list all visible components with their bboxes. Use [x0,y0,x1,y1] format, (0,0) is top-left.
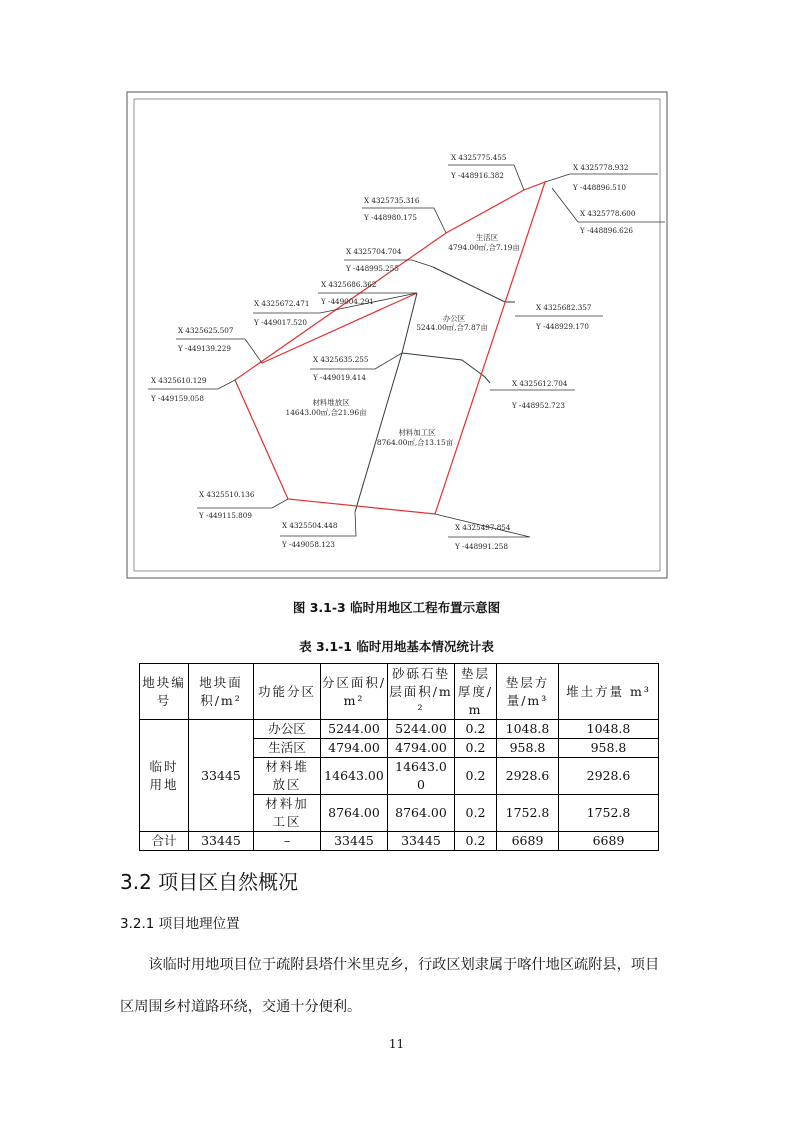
point-5-x: X 4325704.704 [346,247,402,256]
thickness-cell: 0.2 [455,795,497,832]
volume-cell: 1048.8 [497,720,559,739]
zone-living-name: 生活区 [475,233,499,242]
total-gravel-area-cell: 33445 [388,832,455,851]
total-zone-area-cell: 33445 [321,832,388,851]
header-zone-area: 分区面积/m² [321,664,388,720]
header-volume: 垫层方量/m³ [497,664,559,720]
point-8-x: X 4325682.357 [536,303,592,312]
point-14-y: Y -449058.123 [282,540,335,549]
point-4-x: X 4325735.316 [364,196,420,205]
point-7-x: X 4325672.471 [254,299,310,308]
zone-dividers [355,267,515,512]
point-10-x: X 4325635.255 [313,355,369,364]
point-6-y: Y -449004.291 [321,297,374,306]
point-13-y: Y -449115.809 [199,511,252,520]
zone-cell: 生活区 [254,739,321,758]
table-total-row [140,832,659,851]
header-zone: 功能分区 [254,664,321,720]
site-boundaries [235,182,545,514]
volume-cell: 2928.6 [497,758,559,795]
thickness-cell: 0.2 [455,758,497,795]
table-row [140,720,659,739]
point-1-y: Y -448916.382 [451,171,504,180]
volume-cell: 958.8 [497,739,559,758]
point-13-x: X 4325510.136 [199,490,255,499]
total-zone-cell: – [254,832,321,851]
header-plot-area: 地块面积/m² [189,664,254,720]
point-15-x: X 4325497.854 [455,523,511,532]
point-2-x: X 4325778.932 [573,163,629,172]
subsection-heading: 3.2.1 项目地理位置 [120,916,240,932]
point-11-y: Y -448952.723 [512,401,565,410]
table-header-row [140,664,659,720]
point-15-y: Y -448991.258 [455,542,508,551]
zone-storage-area: 14643.00㎡,合21.96亩 [285,408,367,417]
volume-cell: 1752.8 [497,795,559,832]
group-code-cell: 临时用地 [140,720,189,832]
total-area-cell: 33445 [189,832,254,851]
point-3-x: X 4325778.600 [580,209,636,218]
total-soil-cell: 6689 [559,832,659,851]
soil-cell: 2928.6 [559,758,659,795]
zone-living-area: 4794.00㎡,合7.19亩 [448,243,520,252]
total-volume-cell: 6689 [497,832,559,851]
page-number: 11 [388,1037,405,1051]
figure-caption: 图 3.1-3 临时用地区工程布置示意图 [292,600,501,615]
body-paragraph: 该临时用地项目位于疏附县塔什米里克乡，行政区划隶属于喀什地区疏附县，项目区周围乡村道路环绕，交通十分便利。 [120,957,660,1015]
thickness-cell: 0.2 [455,720,497,739]
point-14-x: X 4325504.448 [282,521,338,530]
zone-storage-name: 材料堆放区 [312,398,350,407]
total-label-cell: 合计 [140,832,189,851]
header-gravel-area: 砂砾石垫层面积/m² [388,664,455,720]
zone-area-cell: 8764.00 [321,795,388,832]
group-area-cell: 33445 [189,720,254,832]
point-4-y: Y -448980.175 [364,213,417,222]
soil-cell: 1752.8 [559,795,659,832]
point-9-x: X 4325625.507 [178,326,234,335]
zone-labels [286,233,521,447]
point-12-x: X 4325610.129 [151,376,207,385]
header-thickness: 垫层厚度/m [455,664,497,720]
gravel-area-cell: 5244.00 [388,720,455,739]
section-heading: 3.2 项目区自然概况 [120,870,299,894]
point-1-x: X 4325775.455 [451,153,507,162]
point-3-y: Y -448896.626 [580,226,633,235]
point-7-y: Y -449017.520 [254,318,307,327]
zone-area-cell: 4794.00 [321,739,388,758]
coordinate-labels [150,153,636,551]
point-10-y: Y -449019.414 [313,373,366,382]
gravel-area-cell: 4794.00 [388,739,455,758]
zone-processing-name: 材料加工区 [398,428,436,437]
point-6-x: X 4325686.362 [321,280,377,289]
header-plot-code: 地块编号 [140,664,189,720]
zone-cell: 材料堆放区 [254,758,321,795]
point-8-y: Y -448929.170 [536,322,589,331]
zone-office-name: 办公区 [442,314,466,323]
zone-cell: 办公区 [254,720,321,739]
header-soil: 堆土方量 m³ [559,664,659,720]
zone-processing-area: 8764.00㎡,合13.15亩 [376,438,454,447]
soil-cell: 958.8 [559,739,659,758]
land-use-table [139,663,659,851]
soil-cell: 1048.8 [559,720,659,739]
point-5-y: Y -448995.255 [346,264,399,273]
zone-office-area: 5244.00㎡,合7.87亩 [416,323,488,332]
table-caption: 表 3.1-1 临时用地基本情况统计表 [299,639,494,654]
zone-cell: 材料加工区 [254,795,321,832]
gravel-area-cell: 8764.00 [388,795,455,832]
zone-area-cell: 14643.00 [321,758,388,795]
point-9-y: Y -449139.229 [178,344,231,353]
total-thickness-cell: 0.2 [455,832,497,851]
point-11-x: X 4325612.704 [512,379,568,388]
gravel-area-cell: 14643.00 [388,758,455,795]
point-12-y: Y -449159.058 [151,394,204,403]
point-2-y: Y -448896.510 [573,183,626,192]
zone-area-cell: 5244.00 [321,720,388,739]
thickness-cell: 0.2 [455,739,497,758]
